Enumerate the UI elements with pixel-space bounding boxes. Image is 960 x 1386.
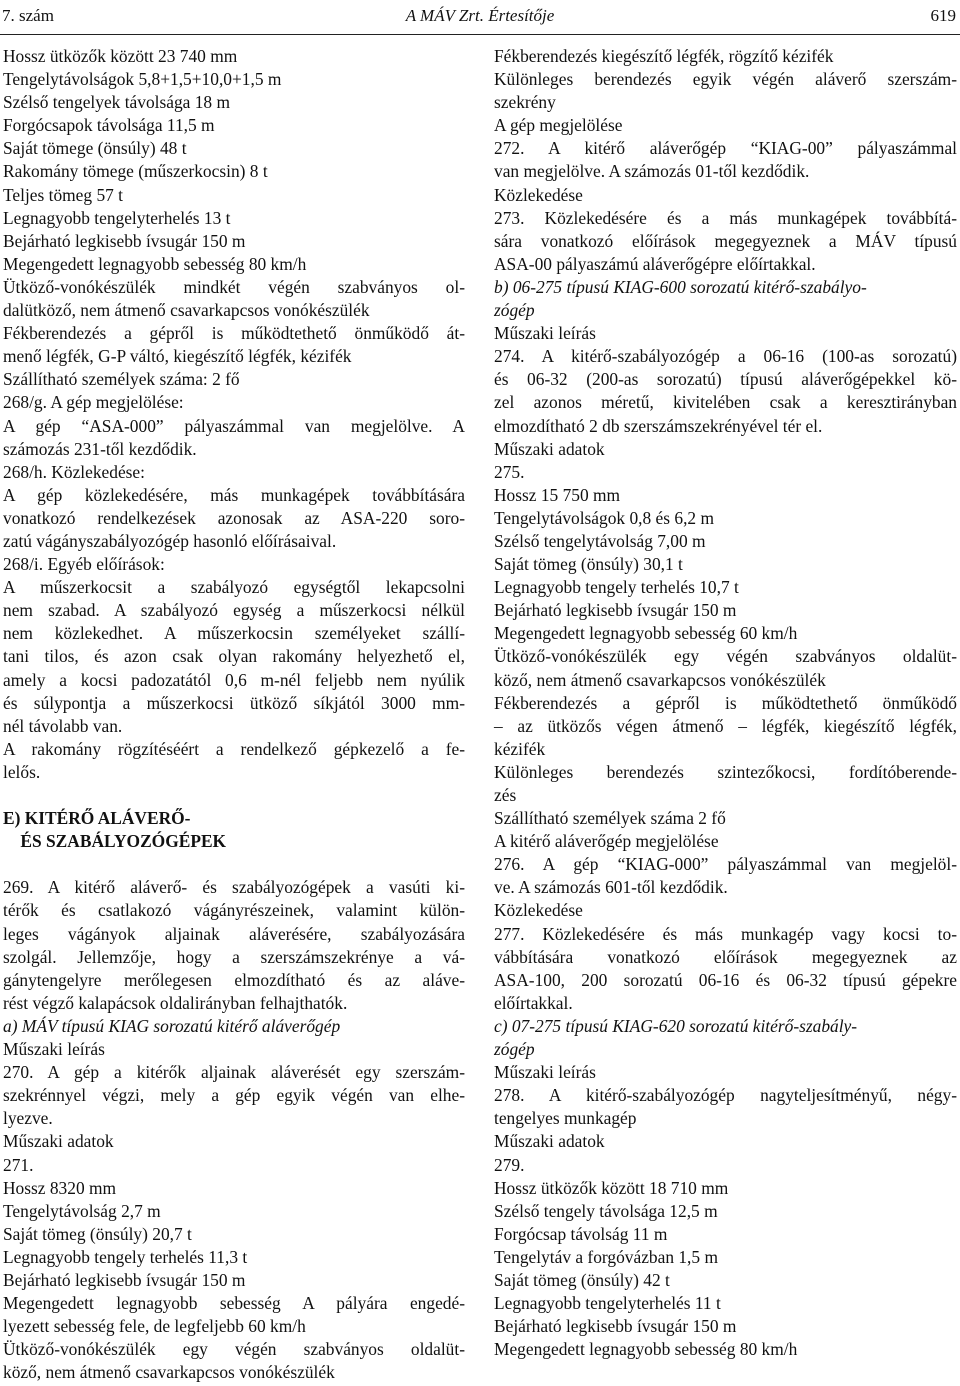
spacer — [3, 784, 465, 807]
text-line: Legnagyobb tengelyterhelés 13 t — [3, 207, 231, 228]
text-line: nem közlekedhet. A műszerkocsin személyeket szállí- — [3, 623, 465, 644]
text-line: gánytengelyre merőlegesen elmozdítható és az aláve- — [3, 969, 465, 990]
text-line: Fékberendezés kiegészítő légfék, rögzítő kézifék — [494, 46, 834, 66]
section-heading-line: E) KITÉRŐ ALÁVERŐ- — [3, 808, 191, 829]
text-line: Forgócsap távolság 11 m — [494, 1223, 668, 1244]
issue-number: 7. szám — [2, 6, 54, 25]
text-line: Legnagyobb tengely terhelés 11,3 t — [3, 1246, 248, 1267]
text-line: szekrény — [494, 92, 556, 113]
text-line: 268/g. A gép megjelölése: — [3, 392, 184, 413]
text-line: 271. — [3, 1154, 34, 1175]
text-line: 275. — [494, 461, 525, 482]
text-line: 276. A gép “KIAG-000” pályaszámmal van megjelöl- — [494, 854, 957, 875]
text-line: sára vonatkozó előírások megegyeznek a MÁV típusú — [494, 230, 957, 251]
text-line: Fékberendezés a gépről is működtethető önműködő át- — [3, 323, 465, 344]
text-line: Műszaki leírás — [494, 323, 596, 344]
text-line: A kitérő aláverőgép megjelölése — [494, 831, 719, 852]
text-line: 279. — [494, 1154, 525, 1175]
left-column — [3, 45, 465, 1384]
text-line: nem szabad. A szabályozó egység a műszerkocsi nélkül — [3, 600, 465, 621]
text-line: kézifék — [494, 738, 546, 759]
text-line: 268/h. Közlekedése: — [3, 461, 145, 482]
text-line: Különleges berendezés egyik végén aláverő szerszám- — [494, 69, 957, 90]
text-line: 269. A kitérő aláverő- és szabályozógépek a vasúti ki- — [3, 877, 465, 898]
text-line: Közlekedése — [494, 900, 583, 921]
text-line: Szélső tengely távolsága 12,5 m — [494, 1200, 718, 1221]
text-line: Saját tömeg (önsúly) 20,7 t — [3, 1223, 192, 1244]
text-line: Műszaki adatok — [3, 1131, 114, 1152]
text-line: Különleges berendezés szintezőkocsi, fordítóberende- — [494, 761, 957, 782]
text-line: és súlypontja a műszerkocsi ütköző síkjától 3000 mm- — [3, 692, 465, 713]
text-line: zel azonos méretű, kivitelében csak a keresztirányban — [494, 392, 957, 413]
text-line: – az ütközős végen átmenő – légfék, kiegészítő légfék, — [494, 715, 957, 736]
text-line: Szélső tengelyek távolsága 18 m — [3, 92, 230, 113]
text-line: 273. Közlekedésére és a más munkagépek továbbítá- — [494, 207, 957, 228]
text-line: köző, nem átmenő csavarkapcsos vonókészülék — [494, 669, 826, 690]
text-line: köző, nem átmenő csavarkapcsos vonókészülék — [3, 1362, 335, 1383]
text-line: szolgál. Jellemzője, hogy a szerszámszekrénye a vá- — [3, 946, 465, 967]
text-line: Forgócsapok távolsága 11,5 m — [3, 115, 215, 136]
text-line: Megengedett legnagyobb sebesség 80 km/h — [494, 1339, 798, 1360]
text-line: térők és csatlakozó vágányrészeinek, valamint külön- — [3, 900, 465, 921]
text-line: zógép — [494, 300, 535, 321]
right-column — [494, 45, 957, 1361]
text-line: leges vágányok aljainak aláverésére, szabályozására — [3, 923, 465, 944]
text-line: előírtakkal. — [494, 992, 573, 1013]
text-line: Legnagyobb tengely terhelés 10,7 t — [494, 577, 739, 598]
text-line: 277. Közlekedésére és más munkagép vagy kocsi to- — [494, 923, 957, 944]
text-line: Megengedett legnagyobb sebesség 60 km/h — [494, 623, 798, 644]
text-line: Saját tömeg (önsúly) 42 t — [494, 1269, 670, 1290]
text-line: Műszaki adatok — [494, 438, 605, 459]
text-line: b) 06-275 típusú KIAG-600 sorozatú kitérő-szabályo- — [494, 276, 867, 297]
text-line: Ütköző-vonókészülék mindkét végén szabványos ol- — [3, 276, 465, 297]
text-line: ASA-100, 200 sorozatú 06-16 és 06-32 típusú gépekre — [494, 969, 957, 990]
text-line: A gép közlekedésére, más munkagépek továbbítására — [3, 484, 465, 505]
text-line: tani tilos, és azon csak olyan rakomány helyezhető el, — [3, 646, 465, 667]
text-line: zés — [494, 785, 517, 805]
text-line: Műszaki leírás — [494, 1062, 596, 1083]
text-line: A műszerkocsit a szabályozó egységtől lekapcsolni — [3, 577, 465, 598]
text-line: 272. A kitérő aláverőgép “KIAG-00” pályaszámmal — [494, 138, 957, 159]
text-line: és 06-32 (200-as sorozatú) típusú aláverőgépekkel kö- — [494, 369, 957, 390]
text-line: Tengelytávolság 2,7 m — [3, 1200, 161, 1221]
text-line: dalütköző, nem átmenő csavarkapcsos vonókészülék — [3, 300, 370, 321]
text-line: ASA-00 pályaszámú aláverőgépre előírtakkal. — [494, 253, 816, 274]
text-line: vábbítására vonatkozó előírások megegyeznek az — [494, 946, 957, 967]
text-line: Szállítható személyek száma: 2 fő — [3, 369, 240, 390]
text-line: elmozdítható 2 db szerszámszekrényével tér el. — [494, 415, 823, 436]
text-line: 270. A gép a kitérők aljainak aláverését egy szerszám- — [3, 1062, 465, 1083]
running-header — [2, 2, 958, 30]
text-line: Fékberendezés a gépről is működtethető önműködő — [494, 692, 957, 713]
text-line: vonatkozó rendelkezések azonosak az ASA-220 soro- — [3, 507, 465, 528]
text-line: Saját tömeg (önsúly) 30,1 t — [494, 554, 683, 575]
header-rule — [0, 34, 960, 35]
text-line: Hossz 8320 mm — [3, 1177, 117, 1198]
text-line: Megengedett legnagyobb sebesség A pályára engedé- — [3, 1293, 465, 1314]
text-line: rést végző kalapácsok oldalirányban felhajthatók. — [3, 992, 348, 1013]
text-line: számozás 231-től kezdődik. — [3, 438, 197, 459]
text-line: Ütköző-vonókészülék egy végén szabványos oldalüt- — [3, 1339, 465, 1360]
section-heading-line: ÉS SZABÁLYOZÓGÉPEK — [3, 831, 227, 852]
text-line: 278. A kitérő-szabályozógép nagyteljesítményű, négy- — [494, 1085, 957, 1106]
text-line: Szállítható személyek száma 2 fő — [494, 808, 726, 829]
text-line: van megjelölve. A számozás 01-től kezdődik. — [494, 161, 810, 182]
text-line: szekrénnyel végzi, mely a gép egyik végén van elhe- — [3, 1085, 465, 1106]
text-line: lyezett sebesség fele, de legfeljebb 60 km/h — [3, 1316, 306, 1337]
text-line: Tengelytávolságok 5,8+1,5+10,0+1,5 m — [3, 69, 282, 90]
text-line: nél távolabb van. — [3, 715, 123, 736]
text-line: 274. A kitérő-szabályozógép a 06-16 (100-as sorozatú) — [494, 346, 957, 367]
text-line: A gép “ASA-000” pályaszámmal van megjelölve. A — [3, 415, 465, 436]
text-line: Tengelytávolságok 0,8 és 6,2 m — [494, 507, 714, 528]
text-line: Megengedett legnagyobb sebesség 80 km/h — [3, 253, 307, 274]
text-line: menő légfék, G-P váltó, kiegészítő légfék, kézifék — [3, 346, 352, 367]
text-line: Bejárható legkisebb ívsugár 150 m — [3, 230, 246, 251]
text-line: Hossz 15 750 mm — [494, 484, 621, 505]
text-line: Saját tömege (önsúly) 48 t — [3, 138, 187, 159]
text-line: ve. A számozás 601-től kezdődik. — [494, 877, 728, 898]
text-line: Közlekedése — [494, 184, 583, 205]
text-line: Bejárható legkisebb ívsugár 150 m — [494, 1316, 737, 1337]
text-line: Tengelytáv a forgóvázban 1,5 m — [494, 1246, 718, 1267]
text-line: Hossz ütközők között 18 710 mm — [494, 1177, 729, 1198]
text-line: Szélső tengelytávolság 7,00 m — [494, 530, 706, 551]
spacer — [3, 853, 465, 876]
text-line: amely a kocsi padozatától 0,6 m-nél feljebb nem nyúlik — [3, 669, 465, 690]
text-line: tengelyes munkagép — [494, 1108, 637, 1129]
text-line: Bejárható legkisebb ívsugár 150 m — [494, 600, 737, 621]
publication-title: A MÁV Zrt. Értesítője — [405, 6, 555, 25]
text-line: zógép — [494, 1039, 535, 1060]
text-line: Rakomány tömege (műszerkocsin) 8 t — [3, 161, 268, 182]
text-line: Műszaki adatok — [494, 1131, 605, 1152]
text-line: 268/i. Egyéb előírások: — [3, 554, 165, 575]
text-line: Ütköző-vonókészülék egy végén szabványos oldalüt- — [494, 646, 957, 667]
page-number: 619 — [930, 6, 956, 25]
text-line: Teljes tömeg 57 t — [3, 184, 124, 205]
text-line: A rakomány rögzítéséért a rendelkező gépkezelő a fe- — [3, 738, 465, 759]
text-line: A gép megjelölése — [494, 115, 623, 136]
text-line: lyezve. — [3, 1108, 53, 1129]
text-line: c) 07-275 típusú KIAG-620 sorozatú kitérő-szabály- — [494, 1015, 858, 1036]
text-line: lelős. — [3, 761, 41, 782]
text-line: Műszaki leírás — [3, 1039, 105, 1060]
text-line: Legnagyobb tengelyterhelés 11 t — [494, 1293, 721, 1314]
text-line: zatú vágányszabályozógép hasonló előírásaival. — [3, 530, 337, 551]
text-line: a) MÁV típusú KIAG sorozatú kitérő aláverőgép — [3, 1015, 341, 1036]
text-line: Bejárható legkisebb ívsugár 150 m — [3, 1269, 246, 1290]
text-line: Hossz ütközők között 23 740 mm — [3, 46, 238, 66]
